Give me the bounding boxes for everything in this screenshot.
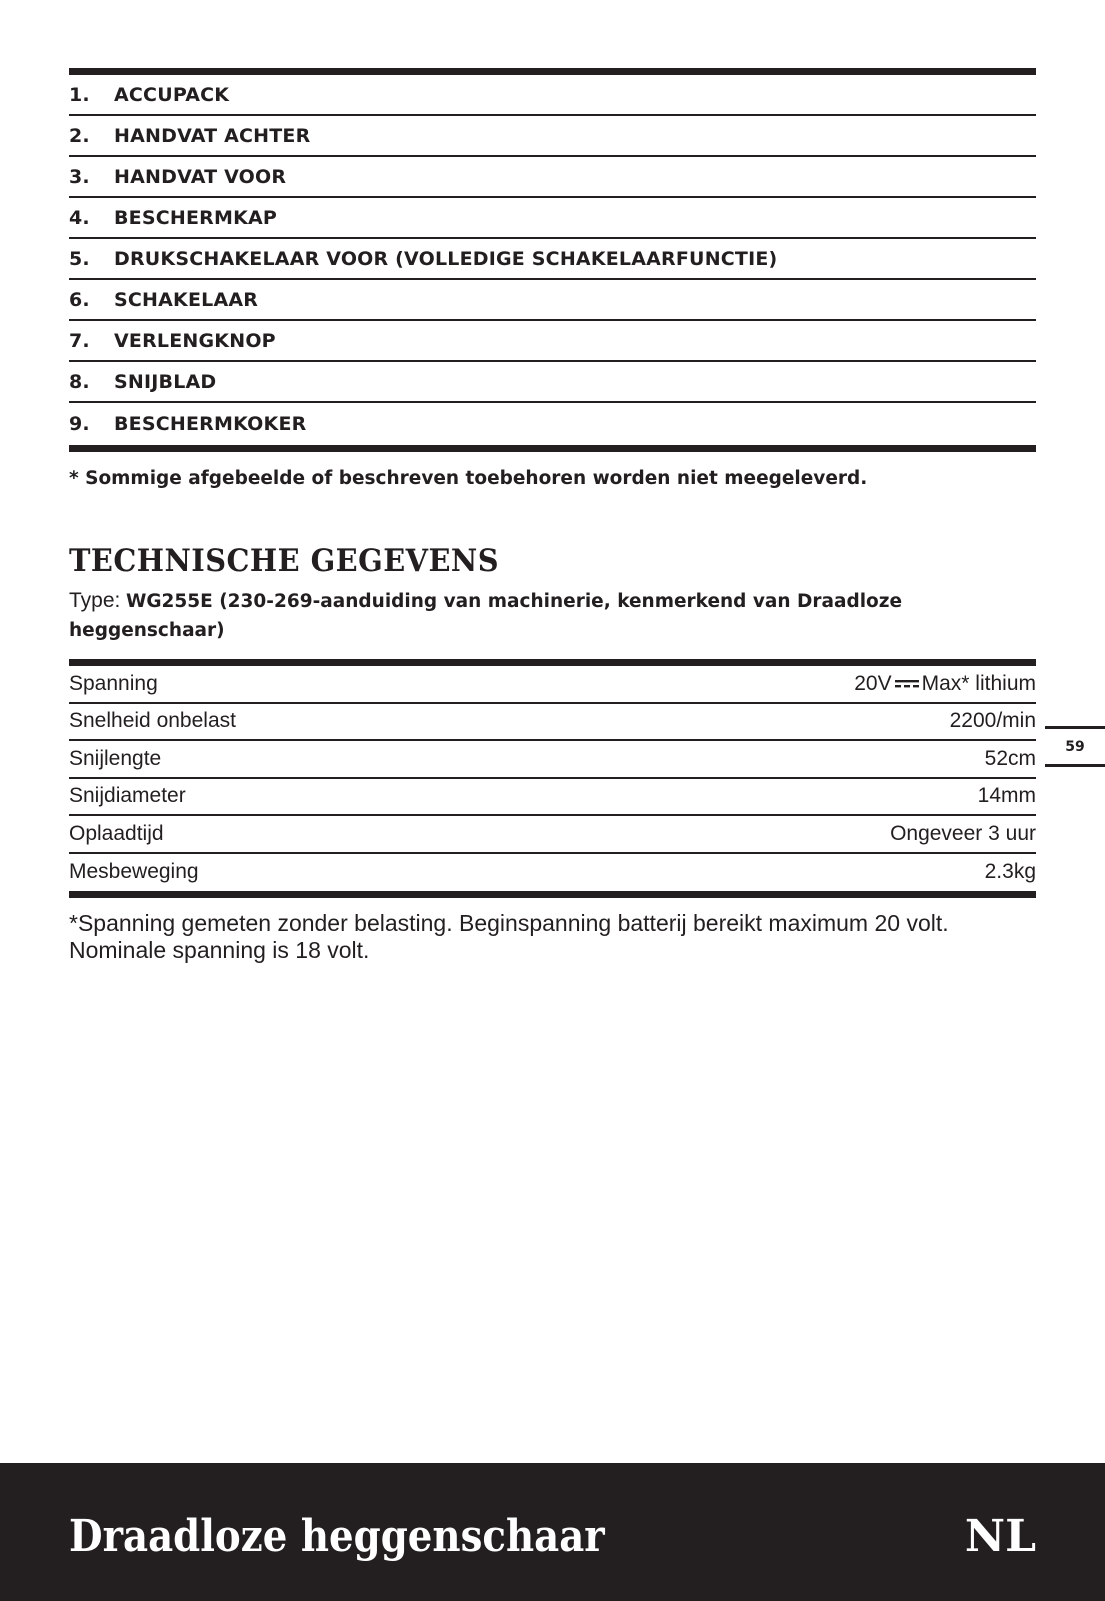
table-row bbox=[69, 741, 1036, 779]
spec-value-prefix: 20V bbox=[854, 671, 892, 695]
spec-value bbox=[854, 672, 1036, 696]
part-number: 5. bbox=[69, 247, 90, 270]
parts-footnote: * Sommige afgebeelde of beschreven toebehoren worden niet meegeleverd. bbox=[69, 468, 868, 489]
part-label: HANDVAT ACHTER bbox=[114, 124, 311, 147]
part-label: BESCHERMKOKER bbox=[114, 413, 307, 435]
spec-value: 2200/min bbox=[949, 709, 1036, 733]
part-number: 2. bbox=[69, 124, 90, 147]
spec-label: Snijlengte bbox=[69, 746, 162, 770]
part-number: 4. bbox=[69, 206, 90, 229]
parts-list bbox=[69, 68, 1036, 452]
spec-label: Snijdiameter bbox=[69, 784, 186, 808]
page-number-tab bbox=[1045, 726, 1105, 767]
part-number: 6. bbox=[69, 288, 90, 311]
part-label: HANDVAT VOOR bbox=[114, 165, 287, 188]
list-item bbox=[69, 362, 1036, 403]
spec-value: Ongeveer 3 uur bbox=[890, 821, 1036, 845]
spec-value-text: Max* lithium bbox=[921, 671, 1036, 695]
type-value: WG255E (230-269-aanduiding van machinerie, kenmerkend van Draadloze heggenschaar) bbox=[69, 591, 903, 641]
part-number: 3. bbox=[69, 165, 90, 188]
footer-title: Draadloze heggenschaar bbox=[69, 1511, 605, 1562]
page-content bbox=[69, 68, 1036, 964]
list-item bbox=[69, 403, 1036, 445]
dc-current-icon bbox=[894, 679, 920, 689]
part-number: 9. bbox=[69, 413, 90, 435]
part-label: VERLENGKNOP bbox=[114, 329, 276, 352]
list-item bbox=[69, 116, 1036, 157]
table-row bbox=[69, 666, 1036, 704]
table-row bbox=[69, 779, 1036, 817]
type-line bbox=[69, 587, 1036, 645]
part-label: SNIJBLAD bbox=[114, 370, 217, 393]
spec-value: 2.3kg bbox=[984, 860, 1036, 884]
part-number: 7. bbox=[69, 329, 90, 352]
part-label: DRUKSCHAKELAAR VOOR (VOLLEDIGE SCHAKELAARFUNCTIE) bbox=[114, 247, 778, 270]
list-item bbox=[69, 198, 1036, 239]
section-title: TECHNISCHE GEGEVENS bbox=[69, 543, 500, 579]
footer-bar bbox=[0, 1463, 1105, 1601]
spec-label: Mesbeweging bbox=[69, 860, 199, 884]
page-number: 59 bbox=[1065, 738, 1085, 755]
table-row bbox=[69, 704, 1036, 742]
spec-footnote: *Spanning gemeten zonder belasting. Beginspanning batterij bereikt maximum 20 volt. Nominale spanning is 18 volt. bbox=[69, 910, 949, 963]
spec-label: Spanning bbox=[69, 671, 158, 695]
part-number: 1. bbox=[69, 83, 90, 106]
list-item bbox=[69, 321, 1036, 362]
spec-value: 14mm bbox=[977, 784, 1036, 808]
list-item bbox=[69, 75, 1036, 116]
spec-label: Snelheid onbelast bbox=[69, 709, 236, 733]
list-item bbox=[69, 157, 1036, 198]
part-label: SCHAKELAAR bbox=[114, 288, 259, 311]
type-label: Type: bbox=[69, 589, 121, 612]
table-row bbox=[69, 854, 1036, 892]
table-row bbox=[69, 816, 1036, 854]
spec-label: Oplaadtijd bbox=[69, 821, 164, 845]
part-label: BESCHERMKAP bbox=[114, 206, 278, 229]
spec-table bbox=[69, 659, 1036, 898]
part-number: 8. bbox=[69, 370, 90, 393]
language-code: NL bbox=[964, 1511, 1036, 1562]
list-item bbox=[69, 239, 1036, 280]
list-item bbox=[69, 280, 1036, 321]
spec-value: 52cm bbox=[984, 746, 1036, 770]
part-label: ACCUPACK bbox=[114, 83, 230, 106]
